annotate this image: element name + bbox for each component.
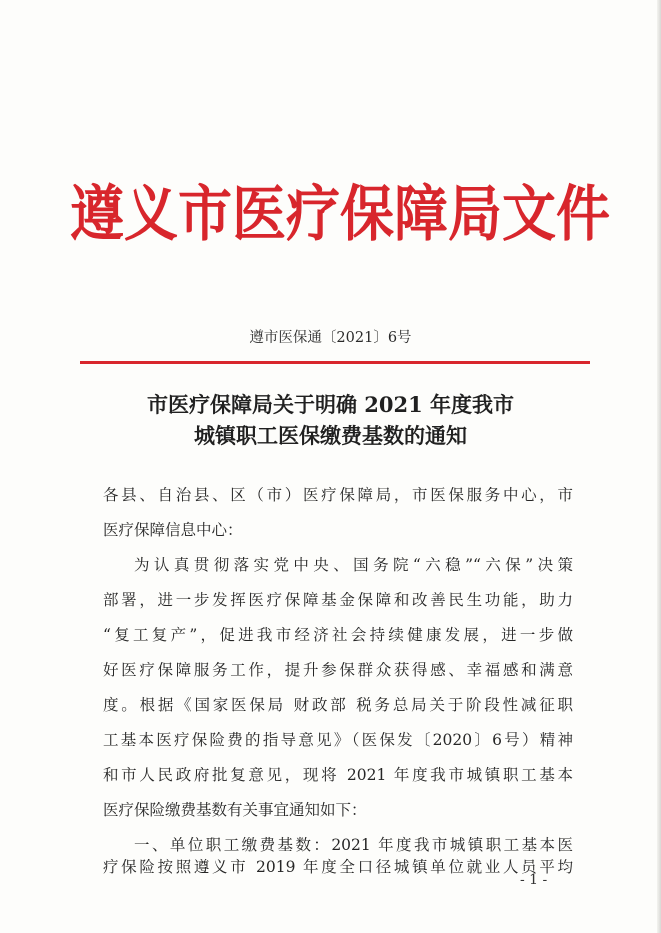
body-line: 为认真贯彻落实党中央、国务院“六稳”“六保”决策 bbox=[134, 556, 573, 574]
body-line: 医疗保障信息中心： bbox=[103, 521, 243, 539]
notice-title-line-2: 城镇职工医保缴费基数的通知 bbox=[194, 423, 467, 448]
document-number: 遵市医保通〔2021〕6号 bbox=[249, 330, 412, 346]
body-line: 好医疗保障服务工作，提升参保群众获得感、幸福感和满意 bbox=[103, 661, 573, 679]
body-line: 工基本医疗保险费的指导意见》（医保发〔2020〕6号）精神 bbox=[103, 731, 573, 749]
body-line: 各县、自治县、区（市）医疗保障局，市医保服务中心，市 bbox=[103, 486, 573, 504]
body-line: 医疗保险缴费基数有关事宜通知如下： bbox=[103, 801, 367, 819]
body-line: 度。根据《国家医保局 财政部 税务总局关于阶段性减征职 bbox=[103, 696, 573, 714]
body-line: 部署，进一步发挥医疗保障基金保障和改善民生功能，助力 bbox=[103, 591, 573, 609]
body-line: “复工复产”，促进我市经济社会持续健康发展，进一步做 bbox=[103, 626, 573, 644]
body-line: 疗保险按照遵义市 2019 年度全口径城镇单位就业人员平均 bbox=[103, 858, 573, 876]
issuing-authority-header: 遵义市医疗保障局文件 bbox=[70, 177, 610, 249]
page-number: - 1 - bbox=[520, 872, 548, 888]
notice-title-line-1: 市医疗保障局关于明确 2021 年度我市 bbox=[146, 392, 515, 417]
red-divider-line bbox=[80, 361, 590, 364]
page-edge bbox=[657, 0, 661, 933]
body-line: 一、单位职工缴费基数：2021 年度我市城镇职工基本医 bbox=[134, 836, 573, 854]
body-line: 和市人民政府批复意见，现将 2021 年度我市城镇职工基本 bbox=[103, 766, 573, 784]
